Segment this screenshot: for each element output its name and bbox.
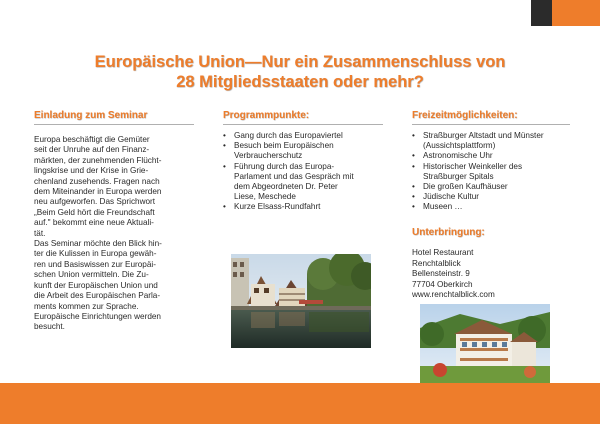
seminar-text-line: die Arbeit des Europäischen Parla- <box>34 291 161 301</box>
freizeit-item-line: • Die großen Kaufhäuser <box>423 182 508 192</box>
freizeit-item-line: • Straßburger Altstadt und Münster <box>423 131 544 140</box>
freizeit-item-line: • Historischer Weinkeller des <box>423 161 523 171</box>
hotel-address-line: Hotel Restaurant <box>412 248 474 257</box>
hotel-website[interactable]: www.renchtalblick.com <box>412 290 495 300</box>
freizeit-item-line: (Aussichtsplattform) <box>423 141 496 151</box>
title-line-2: 28 Mitgliedsstaaten oder mehr? <box>176 73 424 91</box>
seminar-text-line: schen Union vermitteln. Die Zu- <box>34 270 149 280</box>
seminar-text-line: ments kommen zur Sprache. <box>34 301 139 311</box>
seminar-text-line: chenland zusehends. Fragen nach <box>34 176 160 186</box>
seminar-text-line: märkten, der zunehmenden Flücht- <box>34 155 162 165</box>
seminar-text-line: seit der Unruhe auf den Finanz- <box>34 145 150 155</box>
freizeit-list-item <box>412 192 582 202</box>
hotel-address-line: 77704 Oberkirch <box>412 279 473 289</box>
programm-item-line: Liese, Meschede <box>234 192 296 202</box>
seminar-text-line: kunft der Europäischen Union und <box>34 280 158 290</box>
programm-item-line: • Kurze Elsass-Rundfahrt <box>234 202 321 212</box>
programm-item-line: • Führung durch das Europa- <box>234 161 335 171</box>
seminar-heading: Einladung zum Seminar <box>34 110 148 121</box>
freizeit-item-line: Straßburger Spitals <box>423 171 494 181</box>
programm-item-line: dem Abgeordneten Dr. Peter <box>234 182 338 192</box>
seminar-text-line: Das Seminar möchte den Blick hin- <box>34 239 162 249</box>
seminar-text-line: tät. <box>34 228 46 238</box>
seminar-text-line: ter die Kulissen in Europa gewäh- <box>34 249 157 259</box>
seminar-text <box>34 135 194 333</box>
programm-list <box>223 131 393 213</box>
programm-item-line: Parlament und das Gespräch mit <box>234 171 354 181</box>
strasbourg-canal-photo <box>231 254 371 348</box>
corner-dark-block <box>531 0 552 26</box>
hotel-address <box>412 248 495 301</box>
programm-list-item <box>223 162 393 203</box>
freizeit-list-item <box>412 182 582 192</box>
seminar-text-line: dem Miteinander in Europa werden <box>34 187 162 197</box>
seminar-text-line: lingskrise und der Krise in Grie- <box>34 166 149 176</box>
programm-list-item <box>223 141 393 161</box>
freizeit-list-item <box>412 131 582 151</box>
programm-item-line: • Besuch beim Europäischen <box>234 141 334 151</box>
freizeit-list-item <box>412 202 582 212</box>
programm-item-line: • Gang durch das Europaviertel <box>234 131 343 140</box>
freizeit-list <box>412 131 582 213</box>
seminar-text-line: Europäische Einrichtungen werden <box>34 311 161 321</box>
freizeit-item-line: • Jüdische Kultur <box>423 192 479 202</box>
seminar-text-line: besucht. <box>34 322 65 332</box>
footer-bar <box>0 383 600 424</box>
seminar-text-line: Europa beschäftigt die Gemüter <box>34 135 150 144</box>
seminar-text-line: neu aufgeworfen. Das Sprichwort <box>34 197 156 207</box>
programm-list-item <box>223 202 393 212</box>
programm-item-line: Verbraucherschutz <box>234 151 303 161</box>
seminar-heading-rule <box>34 124 194 125</box>
title-line-1: Europäische Union—Nur ein Zusammenschluss von <box>94 53 506 71</box>
freizeit-heading: Freizeitmöglichkeiten: <box>412 110 518 121</box>
seminar-text-line: „Beim Geld hört die Freundschaft <box>34 207 155 217</box>
hotel-address-line: Renchtalblick <box>412 258 461 268</box>
page-title <box>0 52 600 92</box>
programm-heading: Programmpunkte: <box>223 110 310 121</box>
freizeit-list-item <box>412 162 582 182</box>
seminar-text-line: auf." bekommt eine neue Aktuali- <box>34 218 154 228</box>
freizeit-heading-rule <box>412 124 570 125</box>
hotel-photo <box>420 304 550 384</box>
seminar-text-line: ren und Basiswissen zur Europäi- <box>34 259 156 269</box>
unterbringung-heading: Unterbringung: <box>412 227 485 238</box>
freizeit-item-line: • Museen … <box>423 202 463 212</box>
programm-heading-rule <box>223 124 383 125</box>
freizeit-list-item <box>412 151 582 161</box>
freizeit-item-line: • Astronomische Uhr <box>423 151 493 161</box>
hotel-address-line: Bellensteinstr. 9 <box>412 269 470 279</box>
corner-orange-block <box>552 0 600 26</box>
programm-list-item <box>223 131 393 141</box>
